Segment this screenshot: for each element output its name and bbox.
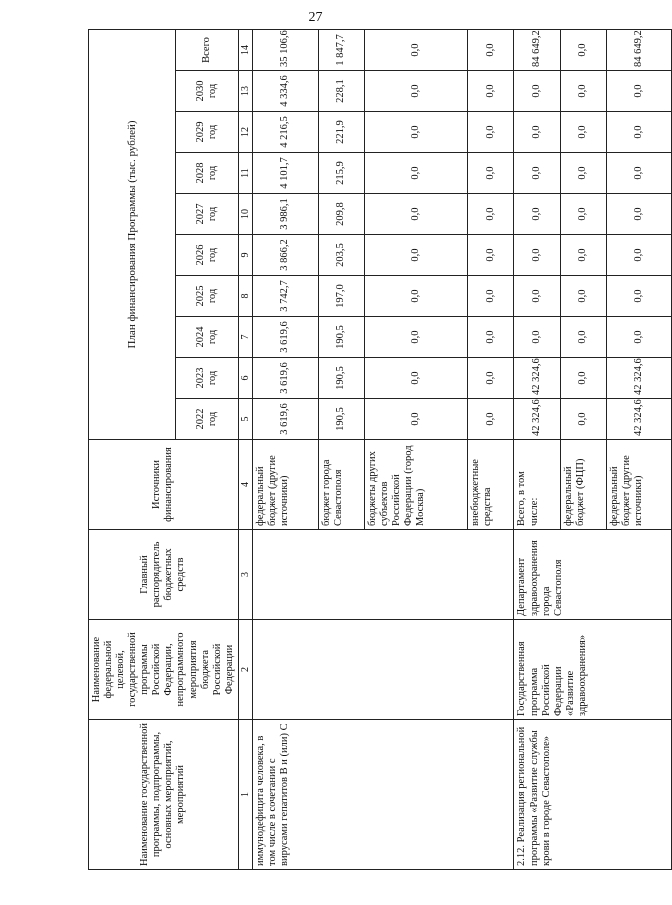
header-year: 2024 год [175, 317, 238, 358]
amount-cell: 0,0 [606, 194, 671, 235]
amount-cell: 0,0 [364, 235, 468, 276]
amount-cell: 3 742,7 [253, 276, 318, 317]
amount-cell: 0,0 [560, 235, 606, 276]
column-index: 7 [238, 317, 253, 358]
amount-cell: 42 324,6 [514, 399, 560, 440]
amount-cell: 3 986,1 [253, 194, 318, 235]
funding-source: бюджет города Севастополя [318, 440, 364, 530]
amount-cell: 190,5 [318, 399, 364, 440]
amount-cell: 0,0 [560, 399, 606, 440]
column-index: 2 [238, 620, 253, 720]
amount-cell: 4 101,7 [253, 153, 318, 194]
amount-cell: 0,0 [514, 194, 560, 235]
amount-cell: 42 324,6 [514, 358, 560, 399]
amount-cell: 0,0 [364, 71, 468, 112]
funding-source: бюджеты других субъектов Российской Федерации (город Москва) [364, 440, 468, 530]
amount-cell: 0,0 [364, 112, 468, 153]
amount-cell: 3 619,6 [253, 317, 318, 358]
amount-cell: 0,0 [560, 29, 606, 70]
funding-source: федеральный бюджет (ФЦП) [560, 440, 606, 530]
amount-cell: 0,0 [606, 276, 671, 317]
column-index: 8 [238, 276, 253, 317]
page-number: 27 [308, 10, 323, 25]
budget-distributor: Департамент здравоохранения города Севастополя [514, 530, 672, 620]
amount-cell: 0,0 [514, 276, 560, 317]
amount-cell: 197,0 [318, 276, 364, 317]
amount-cell: 0,0 [364, 358, 468, 399]
header-col3: Главный распорядитель бюджетных средств [89, 530, 239, 620]
amount-cell: 0,0 [560, 194, 606, 235]
column-index: 11 [238, 153, 253, 194]
header-year: 2030 год [175, 71, 238, 112]
amount-cell: 0,0 [560, 276, 606, 317]
amount-cell: 0,0 [514, 317, 560, 358]
amount-cell: 203,5 [318, 235, 364, 276]
amount-cell: 0,0 [560, 317, 606, 358]
amount-cell: 0,0 [364, 317, 468, 358]
amount-cell: 0,0 [514, 112, 560, 153]
amount-cell: 0,0 [468, 194, 514, 235]
amount-cell: 0,0 [606, 71, 671, 112]
program-name: Государственная программа Российской Федерации «Развитие здравоохранения» [514, 620, 672, 720]
amount-cell: 0,0 [468, 112, 514, 153]
amount-cell: 84 649,2 [514, 29, 560, 70]
header-plan: План финансирования Программы (тыс. рублей) [89, 29, 176, 439]
header-year: 2022 год [175, 399, 238, 440]
amount-cell: 0,0 [364, 194, 468, 235]
amount-cell: 0,0 [468, 235, 514, 276]
column-index: 6 [238, 358, 253, 399]
amount-cell: 3 619,6 [253, 358, 318, 399]
header-year: 2023 год [175, 358, 238, 399]
amount-cell: 0,0 [514, 153, 560, 194]
amount-cell: 84 649,2 [606, 29, 671, 70]
amount-cell: 0,0 [468, 358, 514, 399]
amount-cell: 0,0 [514, 235, 560, 276]
amount-cell: 215,9 [318, 153, 364, 194]
amount-cell: 0,0 [468, 276, 514, 317]
amount-cell: 0,0 [468, 29, 514, 70]
header-year: 2027 год [175, 194, 238, 235]
amount-cell: 0,0 [606, 112, 671, 153]
amount-cell: 4 334,6 [253, 71, 318, 112]
amount-cell: 0,0 [468, 399, 514, 440]
amount-cell: 35 106,6 [253, 29, 318, 70]
activity-name: 2.12. Реализация региональной программы «Развитие службы крови в городе Севастополе» [514, 720, 672, 870]
amount-cell: 0,0 [364, 153, 468, 194]
amount-cell: 0,0 [468, 153, 514, 194]
amount-cell: 0,0 [606, 235, 671, 276]
header-year: 2028 год [175, 153, 238, 194]
amount-cell: 0,0 [468, 317, 514, 358]
amount-cell: 0,0 [364, 399, 468, 440]
amount-cell: 1 847,7 [318, 29, 364, 70]
amount-cell: 42 324,6 [606, 399, 671, 440]
header-col2: Наименование федеральной целевой, государственной программы Российской Федерации, непрограммного мероприятия бюджета Российской Федерации [89, 620, 239, 720]
amount-cell: 0,0 [364, 276, 468, 317]
amount-cell: 0,0 [560, 112, 606, 153]
amount-cell: 221,9 [318, 112, 364, 153]
activity-name: иммунодефицита человека, в том числе в сочетании с вирусами гепатитов В и (или) С [253, 720, 514, 870]
column-index: 9 [238, 235, 253, 276]
column-index: 3 [238, 530, 253, 620]
header-col4: Источники финансирования [89, 440, 239, 530]
amount-cell: 0,0 [606, 317, 671, 358]
amount-cell: 0,0 [560, 71, 606, 112]
column-index: 13 [238, 71, 253, 112]
amount-cell: 0,0 [468, 71, 514, 112]
budget-distributor [253, 530, 514, 620]
funding-source: внебюджетные средства [468, 440, 514, 530]
table-row [253, 29, 318, 869]
amount-cell: 42 324,6 [606, 358, 671, 399]
column-index: 14 [238, 29, 253, 70]
amount-cell: 0,0 [560, 358, 606, 399]
header-year: 2029 год [175, 112, 238, 153]
table-row [514, 29, 560, 869]
header-year: 2025 год [175, 276, 238, 317]
amount-cell: 0,0 [560, 153, 606, 194]
amount-cell: 3 619,6 [253, 399, 318, 440]
header-total: Всего [175, 29, 238, 70]
amount-cell: 0,0 [606, 153, 671, 194]
funding-source: федеральный бюджет (другие источники) [253, 440, 318, 530]
amount-cell: 190,5 [318, 358, 364, 399]
amount-cell: 228,1 [318, 71, 364, 112]
column-index: 1 [238, 720, 253, 870]
column-index: 4 [238, 440, 253, 530]
financing-plan-table [88, 29, 672, 870]
funding-source: федеральный бюджет (другие источники) [606, 440, 671, 530]
amount-cell: 190,5 [318, 317, 364, 358]
amount-cell: 0,0 [364, 29, 468, 70]
program-name [253, 620, 514, 720]
financing-table-rotated [88, 30, 644, 870]
amount-cell: 3 866,2 [253, 235, 318, 276]
amount-cell: 4 216,5 [253, 112, 318, 153]
header-year: 2026 год [175, 235, 238, 276]
column-index: 12 [238, 112, 253, 153]
amount-cell: 209,8 [318, 194, 364, 235]
amount-cell: 0,0 [514, 71, 560, 112]
header-col1: Наименование государственной программы, подпрограммы, основных мероприятий, мероприятий [89, 720, 239, 870]
column-index: 10 [238, 194, 253, 235]
column-index: 5 [238, 399, 253, 440]
funding-source: Всего, в том числе: [514, 440, 560, 530]
